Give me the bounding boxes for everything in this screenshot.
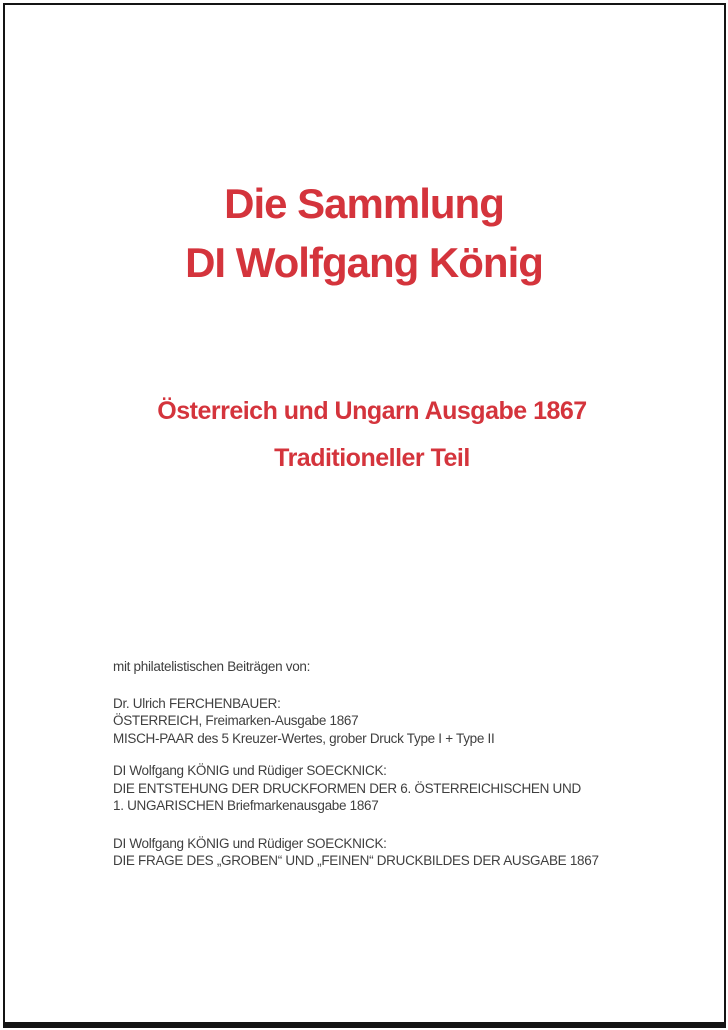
contribution-paragraph-3 [113, 835, 688, 870]
contribution-line: DI Wolfgang KÖNIG und Rüdiger SOECKNICK: [113, 763, 387, 778]
title-line-2: DI Wolfgang König [185, 239, 543, 286]
contribution-line: ÖSTERREICH, Freimarken-Ausgabe 1867 [113, 713, 359, 728]
contribution-paragraph-1 [113, 695, 688, 748]
subtitle-line-2: Traditioneller Teil [274, 444, 470, 472]
contribution-line: DIE ENTSTEHUNG DER DRUCKFORMEN DER 6. ÖSTERREICHISCHEN UND [113, 780, 581, 796]
contribution-paragraph-2 [113, 762, 688, 815]
page-border-frame [3, 3, 726, 1028]
intro-text: mit philatelistischen Beiträgen von: [113, 659, 311, 674]
contributions-section [113, 658, 688, 870]
contribution-line: 1. UNGARISCHEN Briefmarkenausgabe 1867 [113, 798, 379, 813]
contribution-line: DIE FRAGE DES „GROBEN“ UND „FEINEN“ DRUCKBILDES DER AUSGABE 1867 [113, 853, 599, 868]
subtitle-line-1: Österreich und Ungarn Ausgabe 1867 [157, 397, 587, 425]
contribution-line: MISCH-PAAR des 5 Kreuzer-Wertes, grober Druck Type I + Type II [113, 730, 495, 746]
contribution-line: DI Wolfgang KÖNIG und Rüdiger SOECKNICK: [113, 835, 387, 851]
title-line-1: Die Sammlung [224, 180, 504, 227]
document-title [0, 174, 728, 292]
document-subtitle [16, 388, 728, 482]
contribution-line: Dr. Ulrich FERCHENBAUER: [113, 695, 281, 711]
